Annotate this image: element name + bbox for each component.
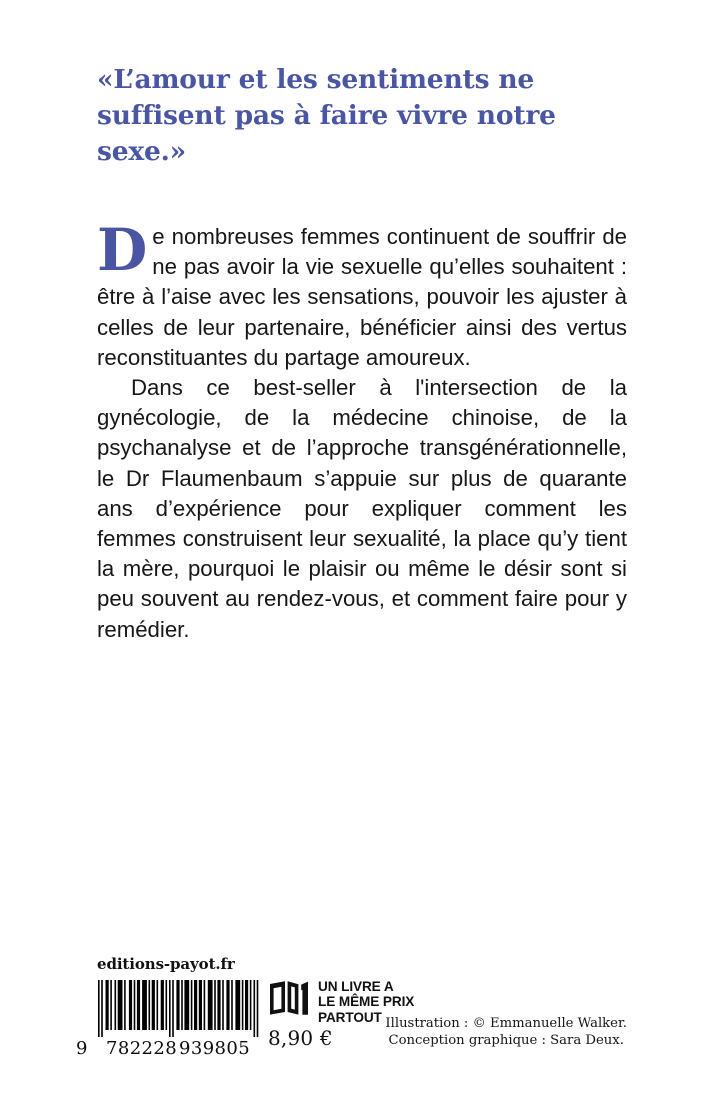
publisher-website[interactable]: editions-payot.fr (97, 955, 235, 973)
open-book-icon (268, 978, 310, 1020)
design-credit: Conception graphique : Sara Deux. (388, 1032, 624, 1048)
pull-quote: «L’amour et les sentiments ne suffisent pas à faire vivre notre sexe.» (97, 64, 556, 167)
isbn-barcode (76, 980, 266, 1058)
blurb-paragraph-2: Dans ce best-seller à l'intersection de la gynécologie, de la médecine chinoise, de la psychanalyse et de l’approche transgénérationnelle, le Dr Flaumenbaum s’appuie sur plus de quarante ans d’expérience pour expliquer comment les femmes construisent leur sexualité, la place qu’y tient la mère, pourquoi le plaisir ou même le désir sont si peu souvent au rendez-vous, et comment faire pour y remédier. (97, 375, 627, 642)
barcode-bars-icon (98, 980, 266, 1037)
blurb-paragraph-1 (97, 216, 627, 373)
barcode-left-group: 782228 (106, 1038, 178, 1059)
blurb-text (97, 216, 627, 645)
drop-cap-letter: D (97, 216, 148, 284)
blurb-paragraph-1-text: e nombreuses femmes continuent de souffrir de ne pas avoir la vie sexuelle qu’elles souhaitent : être à l’aise avec les sensations, pouvoir les ajuster à celles de leur partenaire, bénéficier ainsi des vertus reconstituantes du partage amoureux. (97, 224, 627, 370)
logo-text-line-3: PARTOUT (318, 1009, 382, 1025)
barcode-lead-digit: 9 (76, 1038, 88, 1059)
cover-footer (0, 938, 720, 1078)
logo-text-line-1: UN LIVRE A (318, 979, 394, 994)
barcode-digits (76, 1038, 266, 1058)
logo-text-line-2: LE MÊME PRIX (318, 994, 415, 1010)
credits-block (385, 1016, 627, 1049)
illustration-credit: Illustration : © Emmanuelle Walker. (385, 1016, 627, 1031)
barcode-right-group: 939805 (179, 1038, 251, 1059)
price-label: 8,90 € (268, 1026, 333, 1050)
